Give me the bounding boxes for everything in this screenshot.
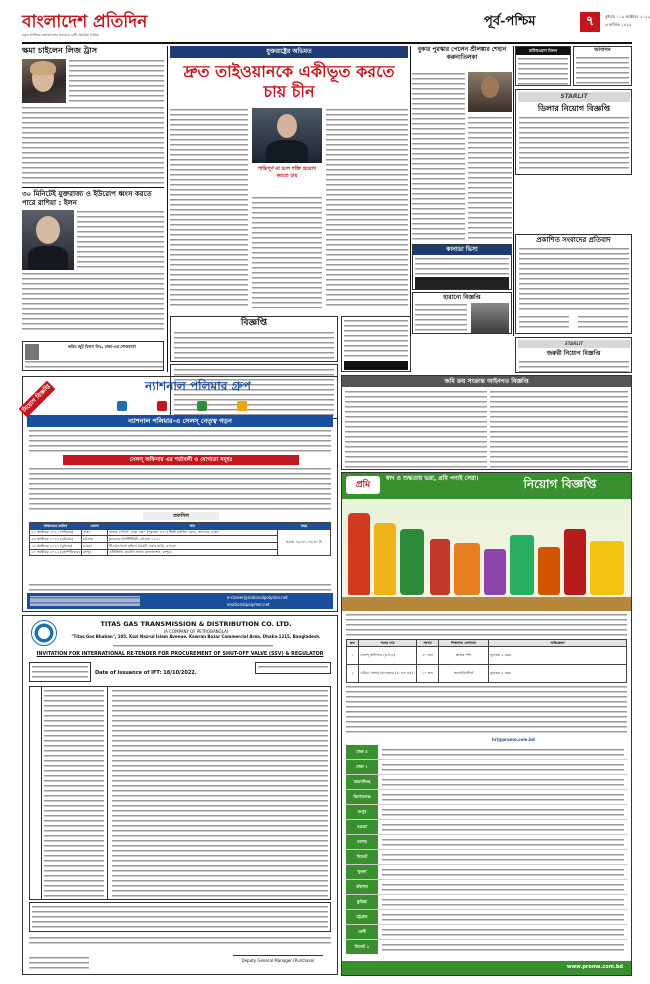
depot-name: কিশোরগঞ্জ <box>346 790 378 804</box>
table-row <box>30 529 331 536</box>
ad-bigyopti <box>170 316 338 362</box>
depot-name: রংপুর <box>346 805 378 819</box>
np-footer <box>27 593 333 609</box>
prome-email[interactable]: hrl@prome.com.bd <box>492 737 535 742</box>
np-cell: ২৩ অক্টোবর ২০২২ (রবিবার) <box>30 536 82 543</box>
liz-truss-body <box>69 59 164 104</box>
prome-cell: সেলস্ অফিসার (এস.ও) <box>359 646 417 664</box>
list-item <box>346 775 627 790</box>
missing-title: হারানো বিজ্ঞপ্তি <box>443 294 481 301</box>
liz-truss-headline: ক্ষমা চাইলেন লিজ ট্রাস <box>22 46 98 55</box>
prome-cell: ১ <box>347 646 359 664</box>
list-item <box>346 820 627 835</box>
page-number <box>580 12 600 32</box>
lead-story <box>170 46 408 314</box>
depot-name: যশোর <box>346 835 378 849</box>
np-th-district: জেলা <box>82 523 108 530</box>
musk-body-2 <box>22 272 164 332</box>
table-row <box>347 664 627 682</box>
list-item <box>346 940 627 955</box>
np-cell: ঢাকা <box>82 529 108 536</box>
musk-body <box>77 210 164 270</box>
national-polymer-ad <box>22 376 338 612</box>
lead-photo-caption: শান্তিপূর্ণ না হলে শক্তি প্রয়োগ করতে চায় <box>257 166 317 179</box>
logo <box>22 10 172 40</box>
lead-body-col-3 <box>326 108 408 308</box>
ad-urgent-hiring <box>515 337 632 373</box>
prome-title: নিয়োগ বিজ্ঞপ্তি <box>523 477 597 491</box>
titas-logo <box>31 620 57 646</box>
lead-kicker-text: যুক্তরাষ্ট্রের অভিমত <box>266 48 312 55</box>
prome-table <box>346 639 627 683</box>
depot-name: সিলেট ২ <box>346 940 378 954</box>
prome-header <box>342 473 631 499</box>
prome-ad <box>341 472 632 976</box>
obituary-body <box>25 360 163 370</box>
titas-company: TITAS GAS TRANSMISSION & DISTRIBUTION CO. LTD. <box>100 620 292 628</box>
prome-depot-list <box>346 745 627 957</box>
np-schedule-table <box>29 522 331 556</box>
canada-visa-title: কানাডা ভিসা <box>413 245 511 255</box>
np-cell: ২৬ অক্টোবর ২০২২ (বুধবার) <box>30 543 82 550</box>
liz-truss-body-2 <box>22 106 164 184</box>
np-th-time: সময় <box>278 523 331 530</box>
obituary-ad <box>22 341 164 371</box>
liz-truss-photo <box>22 59 66 103</box>
booker-headline: বুকার পুরস্কার পেলেন শ্রীলঙ্কার শেহান করুনাতিলকা <box>417 46 507 61</box>
titas-signature <box>233 950 323 956</box>
prome-cell: ন্যূনতম ২ বছর <box>489 646 627 664</box>
musk-headline: ৩০ মিনিটেই যুক্তরাজ্য ও ইউরোপ ধ্বংস করতে পারে রাশিয়া : ইলন <box>22 190 152 207</box>
list-item <box>346 790 627 805</box>
ad-abason-title: আবাসন <box>594 47 611 53</box>
prome-th-edu: শিক্ষাগত যোগ্যতা <box>439 640 489 647</box>
np-cell: চট্টগ্রাম <box>82 536 108 543</box>
bigyopti-title: বিজ্ঞপ্তি <box>240 318 268 328</box>
depot-name: সিলেট <box>346 850 378 864</box>
list-item <box>346 760 627 775</box>
ad-starlit-dealer <box>515 89 632 175</box>
list-item <box>346 850 627 865</box>
prome-website[interactable]: www.prome.com.bd <box>566 964 623 970</box>
prome-cell: ১০ জন <box>417 664 439 682</box>
np-cell: এসিজিডি হোটেল অ্যান্ড কনভেনশন, রংপুর। <box>108 549 278 556</box>
prome-th-exp: অভিজ্ঞতা <box>489 640 627 647</box>
np-schedule-label: তফসিল <box>143 512 219 520</box>
page-number-text: ৭ <box>585 14 595 29</box>
depot-name: কুমিল্লা <box>346 895 378 909</box>
ad-mouthwash <box>515 46 571 86</box>
logo-text: বাংলাদেশ প্রতিদিন <box>22 12 148 32</box>
ad-land-legal <box>341 375 632 470</box>
lead-body-col-2 <box>252 196 322 308</box>
starlit-title: ডিলার নিয়োগ বিজ্ঞপ্তি <box>537 104 611 113</box>
np-req-header: সেলস্ অফিসার এর শর্তাবলী ও যোগ্যতা সমূহঃ <box>129 457 233 463</box>
prome-footer <box>342 961 631 975</box>
np-cell: ২৭ অক্টোবর ২০২২ (বৃহস্পতিবার) <box>31 550 80 555</box>
prome-cell: ন্যূনতম ৫ বছর <box>489 664 627 682</box>
depot-name: ঢাকা ৪ <box>346 745 378 759</box>
obituary-photo <box>25 344 39 360</box>
land-legal-title: জমি ক্রয় সংক্রান্ত আইনগত বিজ্ঞপ্তি <box>342 376 631 387</box>
titas-address: "Titas Gas Bhaban", 105, Kazi Nazrul Islam Avenue, Kawran Bazar Commercial Area, Dhaka-1215, Bangladesh. <box>71 634 321 639</box>
ad-abason <box>573 46 632 86</box>
correction-title: প্রকাশিত সংবাদের প্রতিবাদ <box>536 236 611 244</box>
musk-story <box>22 190 164 340</box>
depot-name: ঢাকা ৭ <box>346 760 378 774</box>
list-item <box>346 925 627 940</box>
ad-correction <box>515 234 632 334</box>
column-divider <box>410 46 411 336</box>
table-row <box>347 646 627 664</box>
titas-notice-title: INVITATION FOR INTERNATIONAL RE-TENDER FOR PROCUREMENT OF SHUT-OFF VALVE (SSV) & REGULATOR <box>36 652 324 657</box>
liz-truss-story <box>22 46 164 186</box>
masthead-rule <box>22 42 632 44</box>
np-cell: টিএমএসএস মহিলা মার্কেট, নবাব বাড়ি, বগুড়া। <box>108 543 278 550</box>
prome-slogan: স্বাদ ও শুদ্ধতায় ভরা, প্রমি পণ্যই সেরা। <box>385 475 479 482</box>
list-item <box>346 910 627 925</box>
urgent-starlit-logo: STARLIT <box>564 341 584 346</box>
np-cell: ২২ অক্টোবর ২০২২ (শনিবার) <box>30 529 82 536</box>
depot-name: খুলনা <box>346 865 378 879</box>
prome-th-post: পদের নাম <box>359 640 417 647</box>
booker-body <box>412 72 465 240</box>
depot-name: ময়মনসিংহ <box>346 775 378 789</box>
prome-th-sl: ক্রঃ <box>347 640 359 647</box>
np-title: ন্যাশনাল পলিমার গ্রুপ <box>145 379 251 393</box>
list-item <box>346 805 627 820</box>
np-subtitle: ন্যাশনাল পলিমার-এ সেলস্ নেতৃত্ব গড়ন <box>128 417 232 425</box>
lead-headline: দ্রুত তাইওয়ানকে একীভূত করতে চায় চীন <box>183 62 395 101</box>
np-cell: সকাল ০৯:৩০-০৪:৩০ টা <box>278 529 331 556</box>
depot-name: বরিশাল <box>346 880 378 894</box>
musk-photo <box>22 210 74 270</box>
prome-products <box>342 499 631 611</box>
np-th-place: স্থান <box>108 523 278 530</box>
column-divider <box>167 46 168 372</box>
titas-lot-table <box>29 902 331 932</box>
booker-photo <box>468 72 512 112</box>
prome-cell: ২ <box>347 664 359 682</box>
ad-canada-visa <box>412 244 512 290</box>
np-cell: রংপুর <box>82 549 108 556</box>
urgent-title: জরুরী নিয়োগ বিজ্ঞপ্তি <box>546 350 601 357</box>
list-item <box>346 835 627 850</box>
titas-tender <box>22 615 338 975</box>
booker-body-2 <box>468 116 512 240</box>
starlit-logo: STARLIT <box>518 92 630 102</box>
section-title: পূর্ব-পশ্চিম <box>484 14 536 29</box>
booker-story <box>412 46 512 242</box>
list-item <box>346 865 627 880</box>
np-subtitle-bar <box>27 415 333 427</box>
np-th-date: সাক্ষাতের তারিখ <box>30 523 82 530</box>
titas-date-issue: Date of Issuance of IFT: 18/10/2022. <box>95 670 197 676</box>
titas-table <box>29 686 331 900</box>
np-cell: ফ্লাওয়ার ইনস্টিটিউট, চট্টগ্রাম ১২২। <box>108 536 278 543</box>
np-req-bar <box>63 455 299 465</box>
obituary-title: করিম জুট মিলস লিঃ, ঢাকা-এর শোকবার্তা <box>68 344 136 349</box>
np-website[interactable]: enationalpolymer.net <box>227 602 270 607</box>
list-item <box>346 880 627 895</box>
date-line-1: বুধবার । ১৯ অক্টোবর ২০২২ <box>605 14 650 19</box>
column-divider <box>513 46 514 336</box>
lead-kicker <box>170 46 408 58</box>
ad-missing <box>412 292 512 334</box>
np-cell: খাতক পেপার্স, ঢাকা ৩৩০ (পুরাতন ৫৫০) শিল্পী মসজিদ রোড, আদাবর, ঢাকা। <box>108 529 278 536</box>
masthead <box>22 10 650 40</box>
date-line-2: ৩ কার্তিক ১৪২৯ <box>605 22 632 27</box>
list-item <box>346 895 627 910</box>
np-cell: বগুড়া <box>82 543 108 550</box>
logo-tagline: নতুন আঙ্গিকে বাংলাদেশের সবচেয়ে বেশি প্রচারিত দৈনিক <box>22 33 99 37</box>
lead-photo <box>252 108 322 163</box>
depot-name: চট্টগ্রাম <box>346 910 378 924</box>
depot-name: বগুড়া <box>346 820 378 834</box>
np-logo-strip <box>117 401 257 411</box>
prome-cell: অনার্স/মাস্টার্স <box>439 664 489 682</box>
lead-body-col-1 <box>170 108 248 308</box>
prome-cell: ২০ জন <box>417 646 439 664</box>
np-ribbon <box>19 381 56 418</box>
ad-land-sale <box>341 316 411 372</box>
depot-name: ফেনী <box>346 925 378 939</box>
list-item <box>346 745 627 760</box>
prome-cell: স্নাতক পাশ <box>439 646 489 664</box>
np-email[interactable]: e-career@nationalpolymer.net <box>227 595 288 600</box>
np-ribbon-text: নিয়োগ বিজ্ঞপ্তি <box>21 383 53 415</box>
titas-subsidiary: (A COMPANY OF PETROBANGLA) <box>163 629 229 634</box>
prome-cell: এরিয়া সেলস্ ম্যানেজার (এ.এস.এম) <box>359 664 417 682</box>
titas-signatory: Deputy General Manager (Purchase) <box>241 958 315 963</box>
prome-logo: প্রমি <box>346 476 380 494</box>
prome-th-count: সংখ্যা <box>417 640 439 647</box>
missing-photo <box>471 303 509 333</box>
ad-mouthwash-title: মাউথওয়াশ মিলন <box>516 47 570 55</box>
